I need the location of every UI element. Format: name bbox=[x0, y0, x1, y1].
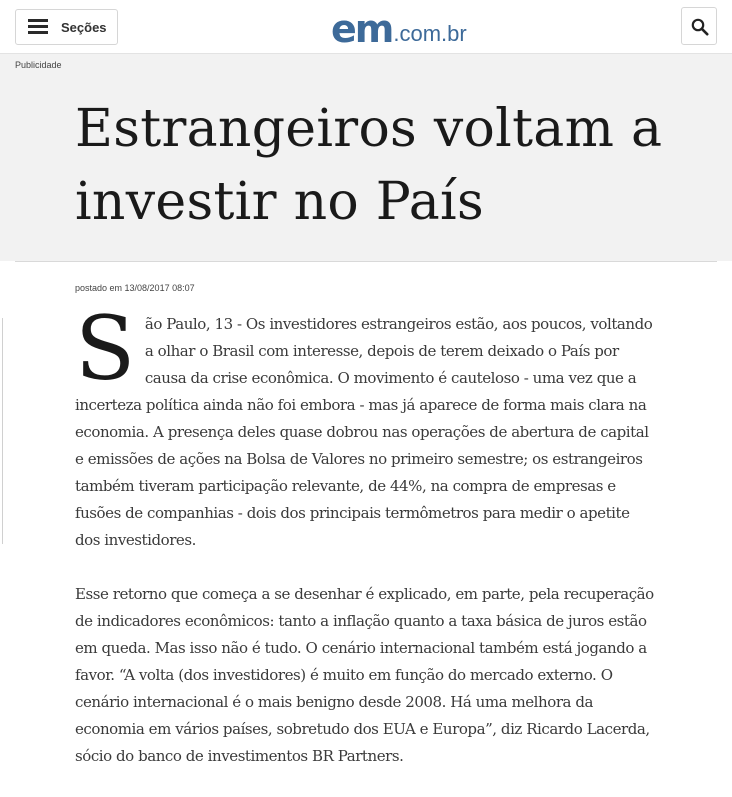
logo-em: em bbox=[331, 7, 393, 51]
logo-domain: .com.br bbox=[393, 21, 467, 46]
article-paragraph: Esse retorno que começa a se desenhar é explicado, em parte, pela recuperação de indicadores econômicos: tanto a inflação quanto a taxa básica de juros estão em queda. Mas isso não é tudo. O cenário internacional também está jogando a favor. “A volta (dos investidores) é muito em função do mercado externo. O cenário internacional é o mais benigno desde 2008. Há uma melhora da economia em vários países, sobretudo dos EUA e Europa”, diz Ricardo Lacerda, sócio do banco de investimentos BR Partners. bbox=[75, 585, 654, 765]
sections-menu-button[interactable] bbox=[15, 9, 118, 45]
article-body bbox=[75, 297, 655, 797]
top-bar bbox=[0, 0, 732, 54]
drop-cap: S bbox=[75, 297, 135, 400]
paragraph-text: ão Paulo, 13 - Os investidores estrangeiros estão, aos poucos, voltando a olhar o Brasil com interesse, depois de terem deixado o País por causa da crise econômica. O movimento é cauteloso - uma vez que a incerteza política ainda não foi embora - mas já aparece de forma mais clara na economia. A presença deles quase dobrou nas operações de abertura de capital e emissões de ações na Bolsa de Valores no primeiro semestre; os estrangeiros também tiveram participação relevante, de 44%, na compra de empresas e fusões de companhias - dois dos principais termômetros para medir o apetite dos investidores. bbox=[75, 315, 653, 549]
search-button[interactable] bbox=[681, 7, 717, 45]
article-hero bbox=[0, 54, 732, 261]
article-headline: Estrangeiros voltam a investir no País bbox=[75, 99, 663, 232]
hero-divider bbox=[15, 261, 717, 262]
search-icon bbox=[691, 18, 709, 36]
article-paragraph bbox=[75, 297, 655, 554]
posted-date: postado em 13/08/2017 08:07 bbox=[75, 283, 195, 293]
site-logo[interactable] bbox=[331, 7, 467, 51]
hamburger-icon bbox=[28, 19, 48, 35]
advertising-label: Publicidade bbox=[15, 60, 62, 70]
sections-label: Seções bbox=[61, 19, 107, 35]
side-divider bbox=[2, 318, 3, 544]
